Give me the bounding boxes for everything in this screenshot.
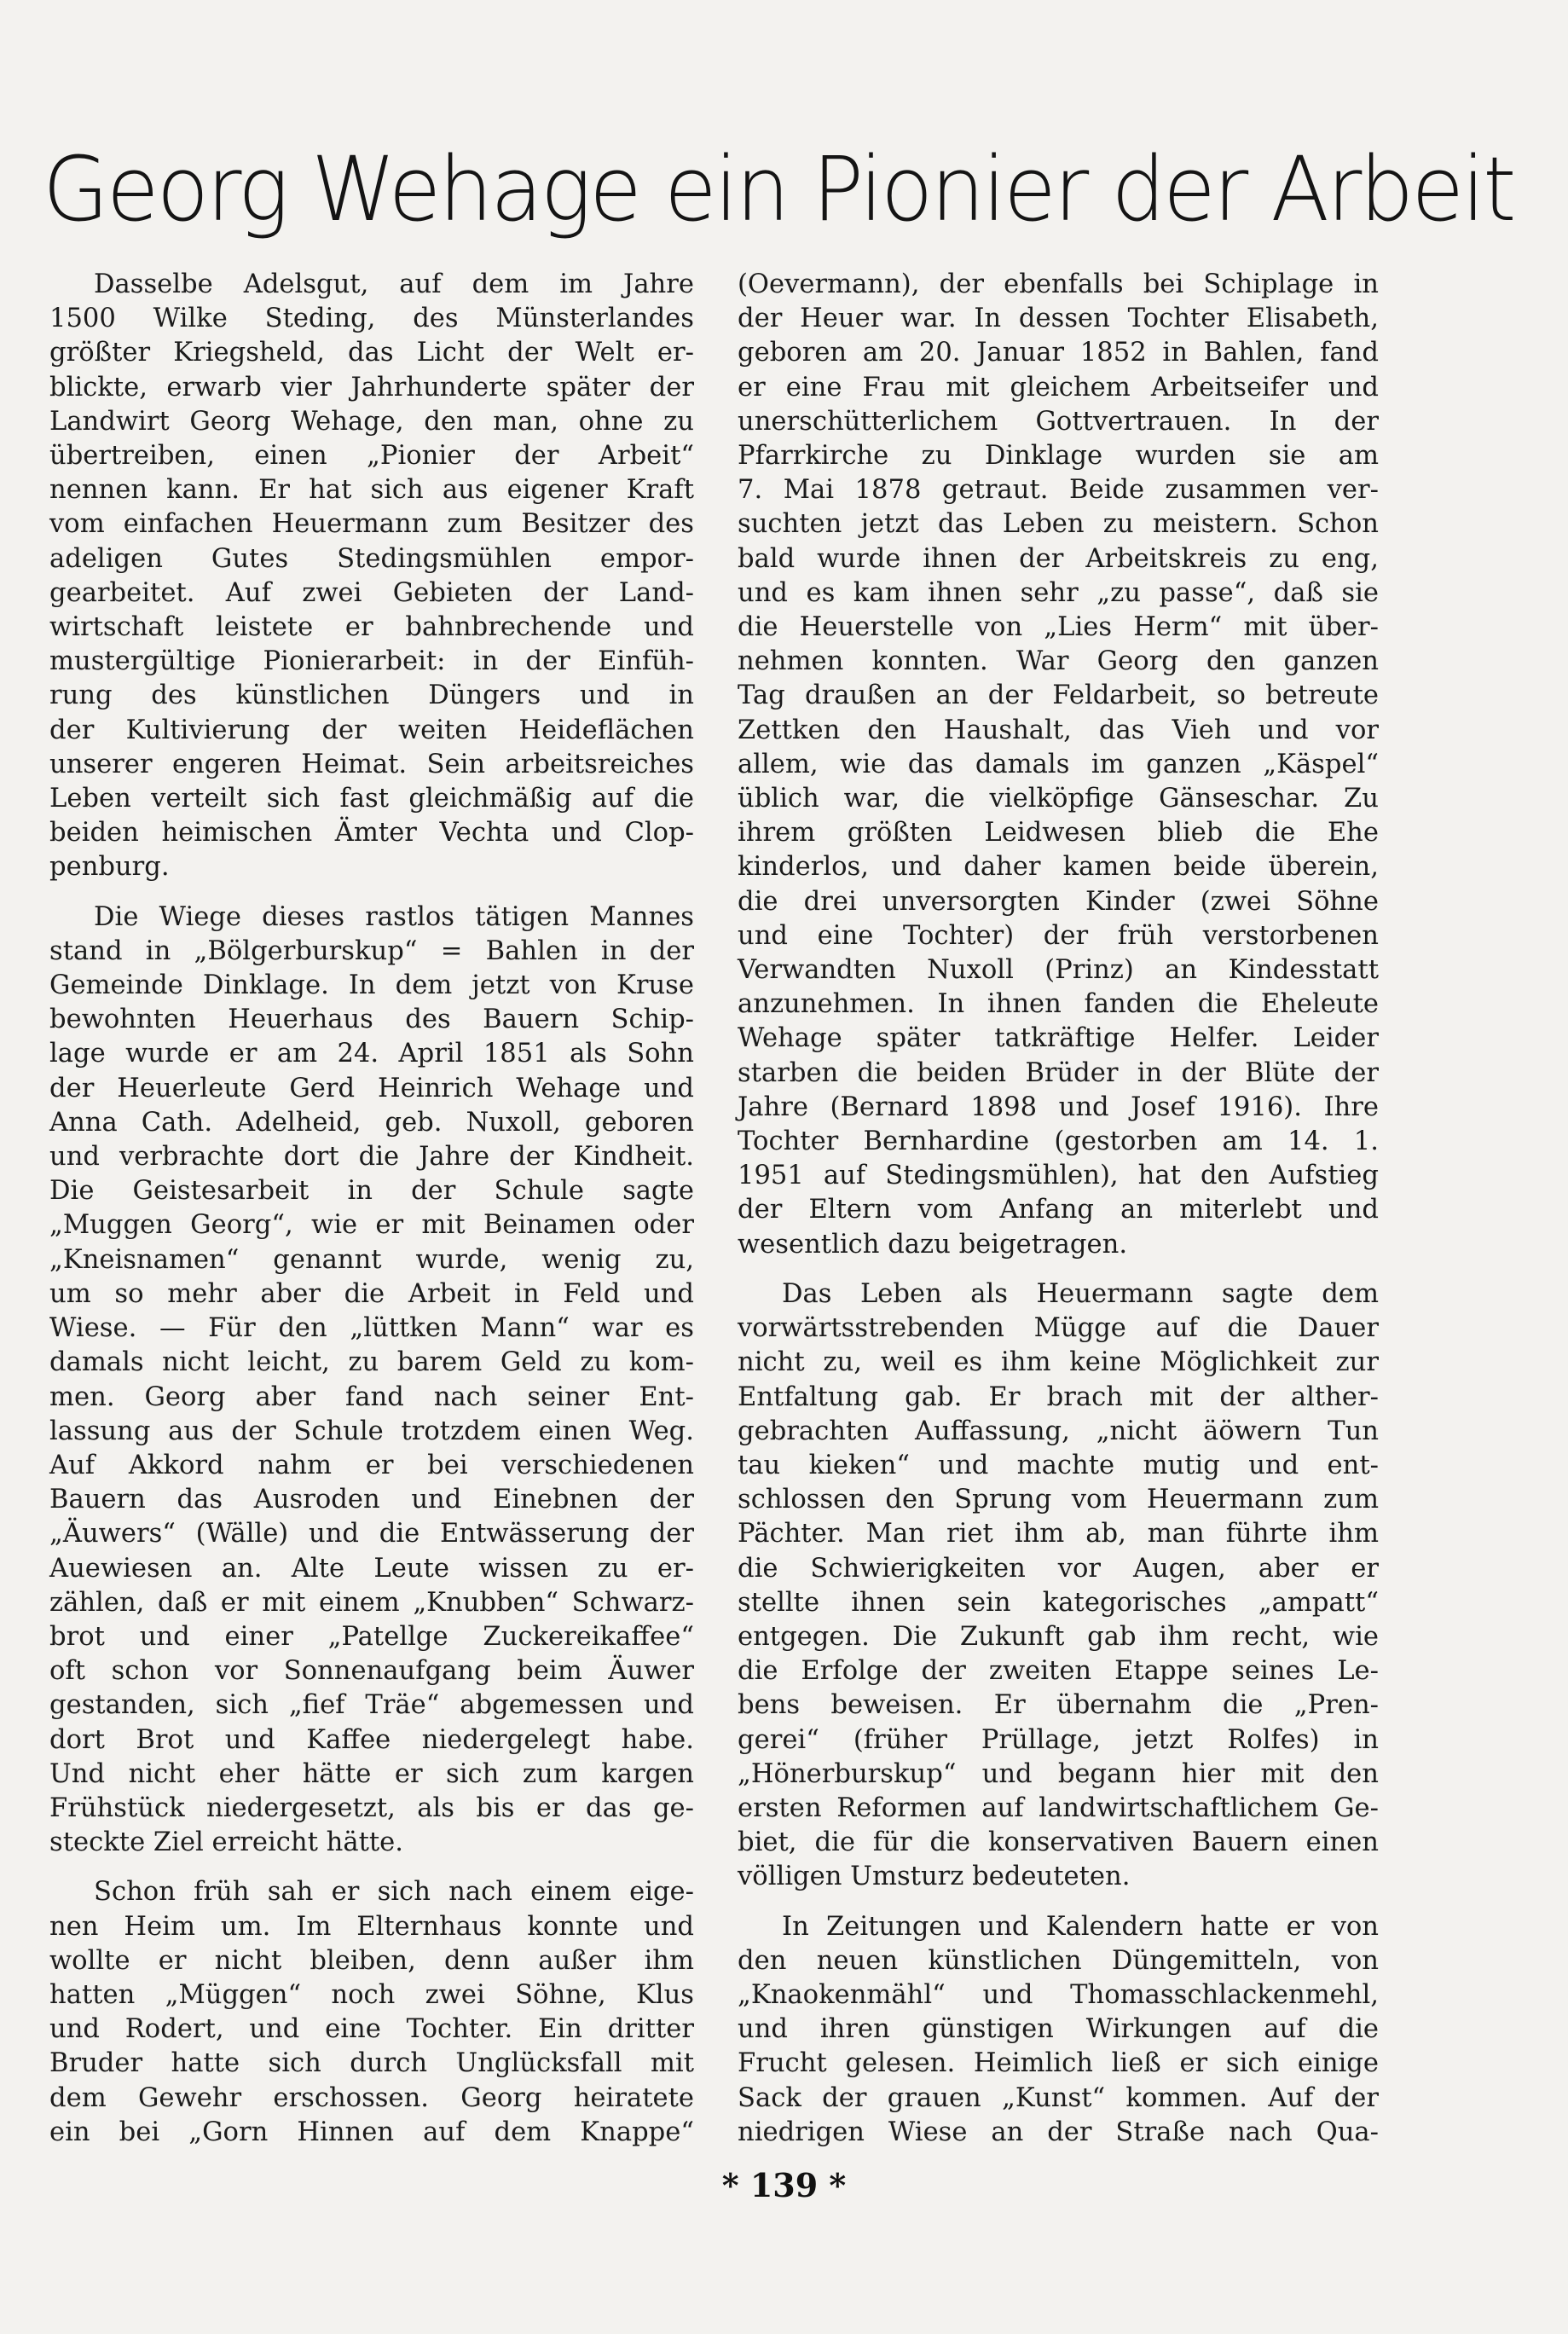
text-line: gerei“ (früher Prüllage, jetzt Rolfes) in	[738, 1724, 1379, 1755]
text-line: Entfaltung gab. Er brach mit der alther-	[738, 1381, 1379, 1412]
text-line: Das Leben als Heuermann sagte dem	[782, 1278, 1379, 1309]
text-line: suchten jetzt das Leben zu meistern. Schon	[738, 509, 1379, 540]
text-line: ersten Reformen auf landwirtschaftlichem Ge-	[738, 1792, 1379, 1823]
right-column	[738, 268, 1379, 2165]
text-line: vom einfachen Heuermann zum Besitzer des	[49, 509, 694, 540]
text-line: Pfarrkirche zu Dinklage wurden sie am	[738, 441, 1379, 472]
paragraph	[49, 901, 694, 1861]
text-line: die drei unversorgten Kinder (zwei Söhne	[738, 886, 1379, 917]
paragraph	[49, 1875, 694, 2150]
text-line: üblich war, die vielköpfige Gänseschar. Zu	[738, 784, 1379, 814]
text-line: Verwandten Nuxoll (Prinz) an Kindesstatt	[738, 955, 1379, 986]
text-line: damals nicht leicht, zu barem Geld zu kom-	[49, 1347, 694, 1378]
text-line: der Kultivierung der weiten Heideflächen	[49, 715, 694, 745]
text-line: Tochter Bernhardine (gestorben am 14. 1.	[738, 1126, 1379, 1157]
article-title: Georg Wehage ein Pionier der Arbeit	[43, 137, 1514, 241]
text-line: gestanden, sich „fief Träe“ abgemessen und	[49, 1690, 694, 1721]
text-line: oft schon vor Sonnenaufgang beim Äuwer	[49, 1656, 694, 1687]
text-line: Anna Cath. Adelheid, geb. Nuxoll, geboren	[49, 1107, 694, 1138]
text-line: stellte ihnen sein kategorisches „ampatt“	[738, 1587, 1379, 1618]
text-line: zählen, daß er mit einem „Knubben“ Schwarz-	[49, 1587, 694, 1618]
text-line: niedrigen Wiese an der Straße nach Qua-	[738, 2117, 1379, 2147]
paragraph	[738, 1277, 1379, 1895]
text-line: lage wurde er am 24. April 1851 als Sohn	[49, 1039, 694, 1069]
text-line: hatten „Müggen“ noch zwei Söhne, Klus	[49, 1979, 694, 2010]
text-line: ihrem größten Leidwesen blieb die Ehe	[738, 818, 1379, 848]
text-line: bens beweisen. Er übernahm die „Pren-	[738, 1690, 1379, 1721]
text-line: nen Heim um. Im Elternhaus konnte und	[49, 1911, 694, 1942]
text-line: Tag draußen an der Feldarbeit, so betreute	[738, 681, 1379, 711]
text-line: Sack der grauen „Kunst“ kommen. Auf der	[738, 2082, 1379, 2113]
text-line: Die Geistesarbeit in der Schule sagte	[49, 1176, 694, 1207]
text-line: adeligen Gutes Stedingsmühlen empor-	[49, 543, 694, 574]
text-line: stand in „Bölgerburskup“ = Bahlen in der	[49, 935, 694, 966]
text-line: men. Georg aber fand nach seiner Ent-	[49, 1381, 694, 1412]
text-line: 7. Mai 1878 getraut. Beide zusammen ver-	[738, 475, 1379, 506]
text-line: und ihren günstigen Wirkungen auf die	[738, 2014, 1379, 2045]
text-line: Jahre (Bernard 1898 und Josef 1916). Ihre	[738, 1092, 1379, 1122]
text-line: kinderlos, und daher kamen beide überein,	[738, 852, 1379, 883]
text-line: penburg.	[49, 852, 170, 883]
text-line: nicht zu, weil es ihm keine Möglichkeit zur	[738, 1347, 1379, 1378]
text-line: gebrachten Auffassung, „nicht äöwern Tun	[738, 1416, 1379, 1446]
text-line: um so mehr aber die Arbeit in Feld und	[49, 1278, 694, 1309]
text-line: starben die beiden Brüder in der Blüte der	[738, 1057, 1379, 1088]
text-line: nehmen konnten. War Georg den ganzen	[738, 646, 1379, 677]
text-line: steckte Ziel erreicht hätte.	[49, 1827, 404, 1858]
text-line: und eine Tochter) der früh verstorbenen	[738, 920, 1379, 951]
text-line: die Schwierigkeiten vor Augen, aber er	[738, 1553, 1379, 1584]
text-line: dem Gewehr erschossen. Georg heiratete	[49, 2082, 694, 2113]
page-number: * 139 *	[721, 2166, 847, 2204]
text-line: beiden heimischen Ämter Vechta und Clop-	[49, 818, 694, 848]
text-line: Bauern das Ausroden und Einebnen der	[49, 1485, 694, 1515]
text-line: dort Brot und Kaffee niedergelegt habe.	[49, 1724, 694, 1755]
text-line: Und nicht eher hätte er sich zum kargen	[49, 1758, 694, 1789]
paragraph	[738, 1910, 1379, 2150]
text-line: vorwärtsstrebenden Mügge auf die Dauer	[738, 1313, 1379, 1344]
paragraph	[738, 268, 1379, 1262]
text-line: 1500 Wilke Steding, des Münsterlandes	[49, 304, 694, 334]
text-line: wollte er nicht bleiben, denn außer ihm	[49, 1945, 694, 1976]
text-line: und Rodert, und eine Tochter. Ein dritter	[49, 2014, 694, 2045]
text-line: Dasselbe Adelsgut, auf dem im Jahre	[94, 269, 694, 299]
text-line: „Äuwers“ (Wälle) und die Entwässerung der	[49, 1519, 694, 1549]
text-line: nennen kann. Er hat sich aus eigener Kraft	[49, 475, 694, 506]
text-line: die Erfolge der zweiten Etappe seines Le-	[738, 1656, 1379, 1687]
paragraph	[49, 268, 694, 885]
text-line: Bruder hatte sich durch Unglücksfall mit	[49, 2048, 694, 2079]
text-line: anzunehmen. In ihnen fanden die Eheleute	[738, 989, 1379, 1020]
text-line: „Hönerburskup“ und begann hier mit den	[738, 1758, 1379, 1789]
text-line: rung des künstlichen Düngers und in	[49, 681, 694, 711]
text-line: Auewiesen an. Alte Leute wissen zu er-	[49, 1553, 694, 1584]
text-line: den neuen künstlichen Düngemitteln, von	[738, 1945, 1379, 1976]
text-line: geboren am 20. Januar 1852 in Bahlen, fand	[738, 338, 1379, 368]
text-line: ein bei „Gorn Hinnen auf dem Knappe“	[49, 2117, 694, 2147]
text-line: übertreiben, einen „Pionier der Arbeit“	[49, 441, 694, 472]
text-line: größter Kriegsheld, das Licht der Welt er-	[49, 338, 694, 368]
text-line: schlossen den Sprung vom Heuermann zum	[738, 1485, 1379, 1515]
text-line: „Knaokenmähl“ und Thomasschlackenmehl,	[738, 1979, 1379, 2010]
text-line: Pächter. Man riet ihm ab, man führte ihm	[738, 1519, 1379, 1549]
text-line: entgegen. Die Zukunft gab ihm recht, wie	[738, 1621, 1379, 1652]
text-line: wesentlich dazu beigetragen.	[738, 1229, 1128, 1260]
text-line: und es kam ihnen sehr „zu passe“, daß sie	[738, 577, 1379, 608]
text-line: der Eltern vom Anfang an miterlebt und	[738, 1195, 1379, 1225]
text-line: allem, wie das damals im ganzen „Käspel“	[738, 749, 1379, 779]
text-line: (Oevermann), der ebenfalls bei Schiplage in	[738, 269, 1379, 299]
text-line: In Zeitungen und Kalendern hatte er von	[782, 1911, 1379, 1942]
text-line: und verbrachte dort die Jahre der Kindheit.	[49, 1142, 694, 1173]
left-column	[49, 268, 694, 2165]
text-line: Zettken den Haushalt, das Vieh und vor	[738, 715, 1379, 745]
text-line: gearbeitet. Auf zwei Gebieten der Land-	[49, 577, 694, 608]
text-line: Schon früh sah er sich nach einem eige-	[94, 1877, 694, 1908]
text-line: bewohnten Heuerhaus des Bauern Schip-	[49, 1005, 694, 1035]
text-line: der Heuer war. In dessen Tochter Elisabeth,	[738, 304, 1379, 334]
text-line: mustergültige Pionierarbeit: in der Einfüh-	[49, 646, 694, 677]
text-line: „Kneisnamen“ genannt wurde, wenig zu,	[49, 1244, 694, 1275]
text-line: blickte, erwarb vier Jahrhunderte später der	[49, 372, 694, 403]
text-line: Frucht gelesen. Heimlich ließ er sich einige	[738, 2048, 1379, 2079]
text-line: biet, die für die konservativen Bauern einen	[738, 1827, 1379, 1858]
text-line: Auf Akkord nahm er bei verschiedenen	[49, 1450, 694, 1480]
text-line: tau kieken“ und machte mutig und ent-	[738, 1450, 1379, 1480]
text-line: unerschütterlichem Gottvertrauen. In der	[738, 406, 1379, 437]
text-line: brot und einer „Patellge Zuckereikaffee“	[49, 1621, 694, 1652]
text-line: unserer engeren Heimat. Sein arbeitsreiches	[49, 749, 694, 779]
text-line: er eine Frau mit gleichem Arbeitseifer und	[738, 372, 1379, 403]
text-line: Wehage später tatkräftige Helfer. Leider	[738, 1023, 1379, 1054]
text-line: Wiese. — Für den „lüttken Mann“ war es	[49, 1313, 694, 1344]
text-line: lassung aus der Schule trotzdem einen Weg.	[49, 1416, 694, 1446]
text-line: der Heuerleute Gerd Heinrich Wehage und	[49, 1073, 694, 1103]
text-line: Leben verteilt sich fast gleichmäßig auf die	[49, 784, 694, 814]
text-line: Die Wiege dieses rastlos tätigen Mannes	[94, 901, 694, 932]
text-line: Landwirt Georg Wehage, den man, ohne zu	[49, 406, 694, 437]
text-line: Gemeinde Dinklage. In dem jetzt von Kruse	[49, 970, 694, 1001]
text-line: bald wurde ihnen der Arbeitskreis zu eng,	[738, 543, 1379, 574]
text-line: Frühstück niedergesetzt, als bis er das ge-	[49, 1792, 694, 1823]
text-line: „Muggen Georg“, wie er mit Beinamen oder	[49, 1210, 694, 1241]
text-line: die Heuerstelle von „Lies Herm“ mit über-	[738, 612, 1379, 643]
text-line: völligen Umsturz bedeuteten.	[738, 1862, 1131, 1892]
text-line: 1951 auf Stedingsmühlen), hat den Aufstieg	[738, 1161, 1379, 1191]
text-line: wirtschaft leistete er bahnbrechende und	[49, 612, 694, 643]
